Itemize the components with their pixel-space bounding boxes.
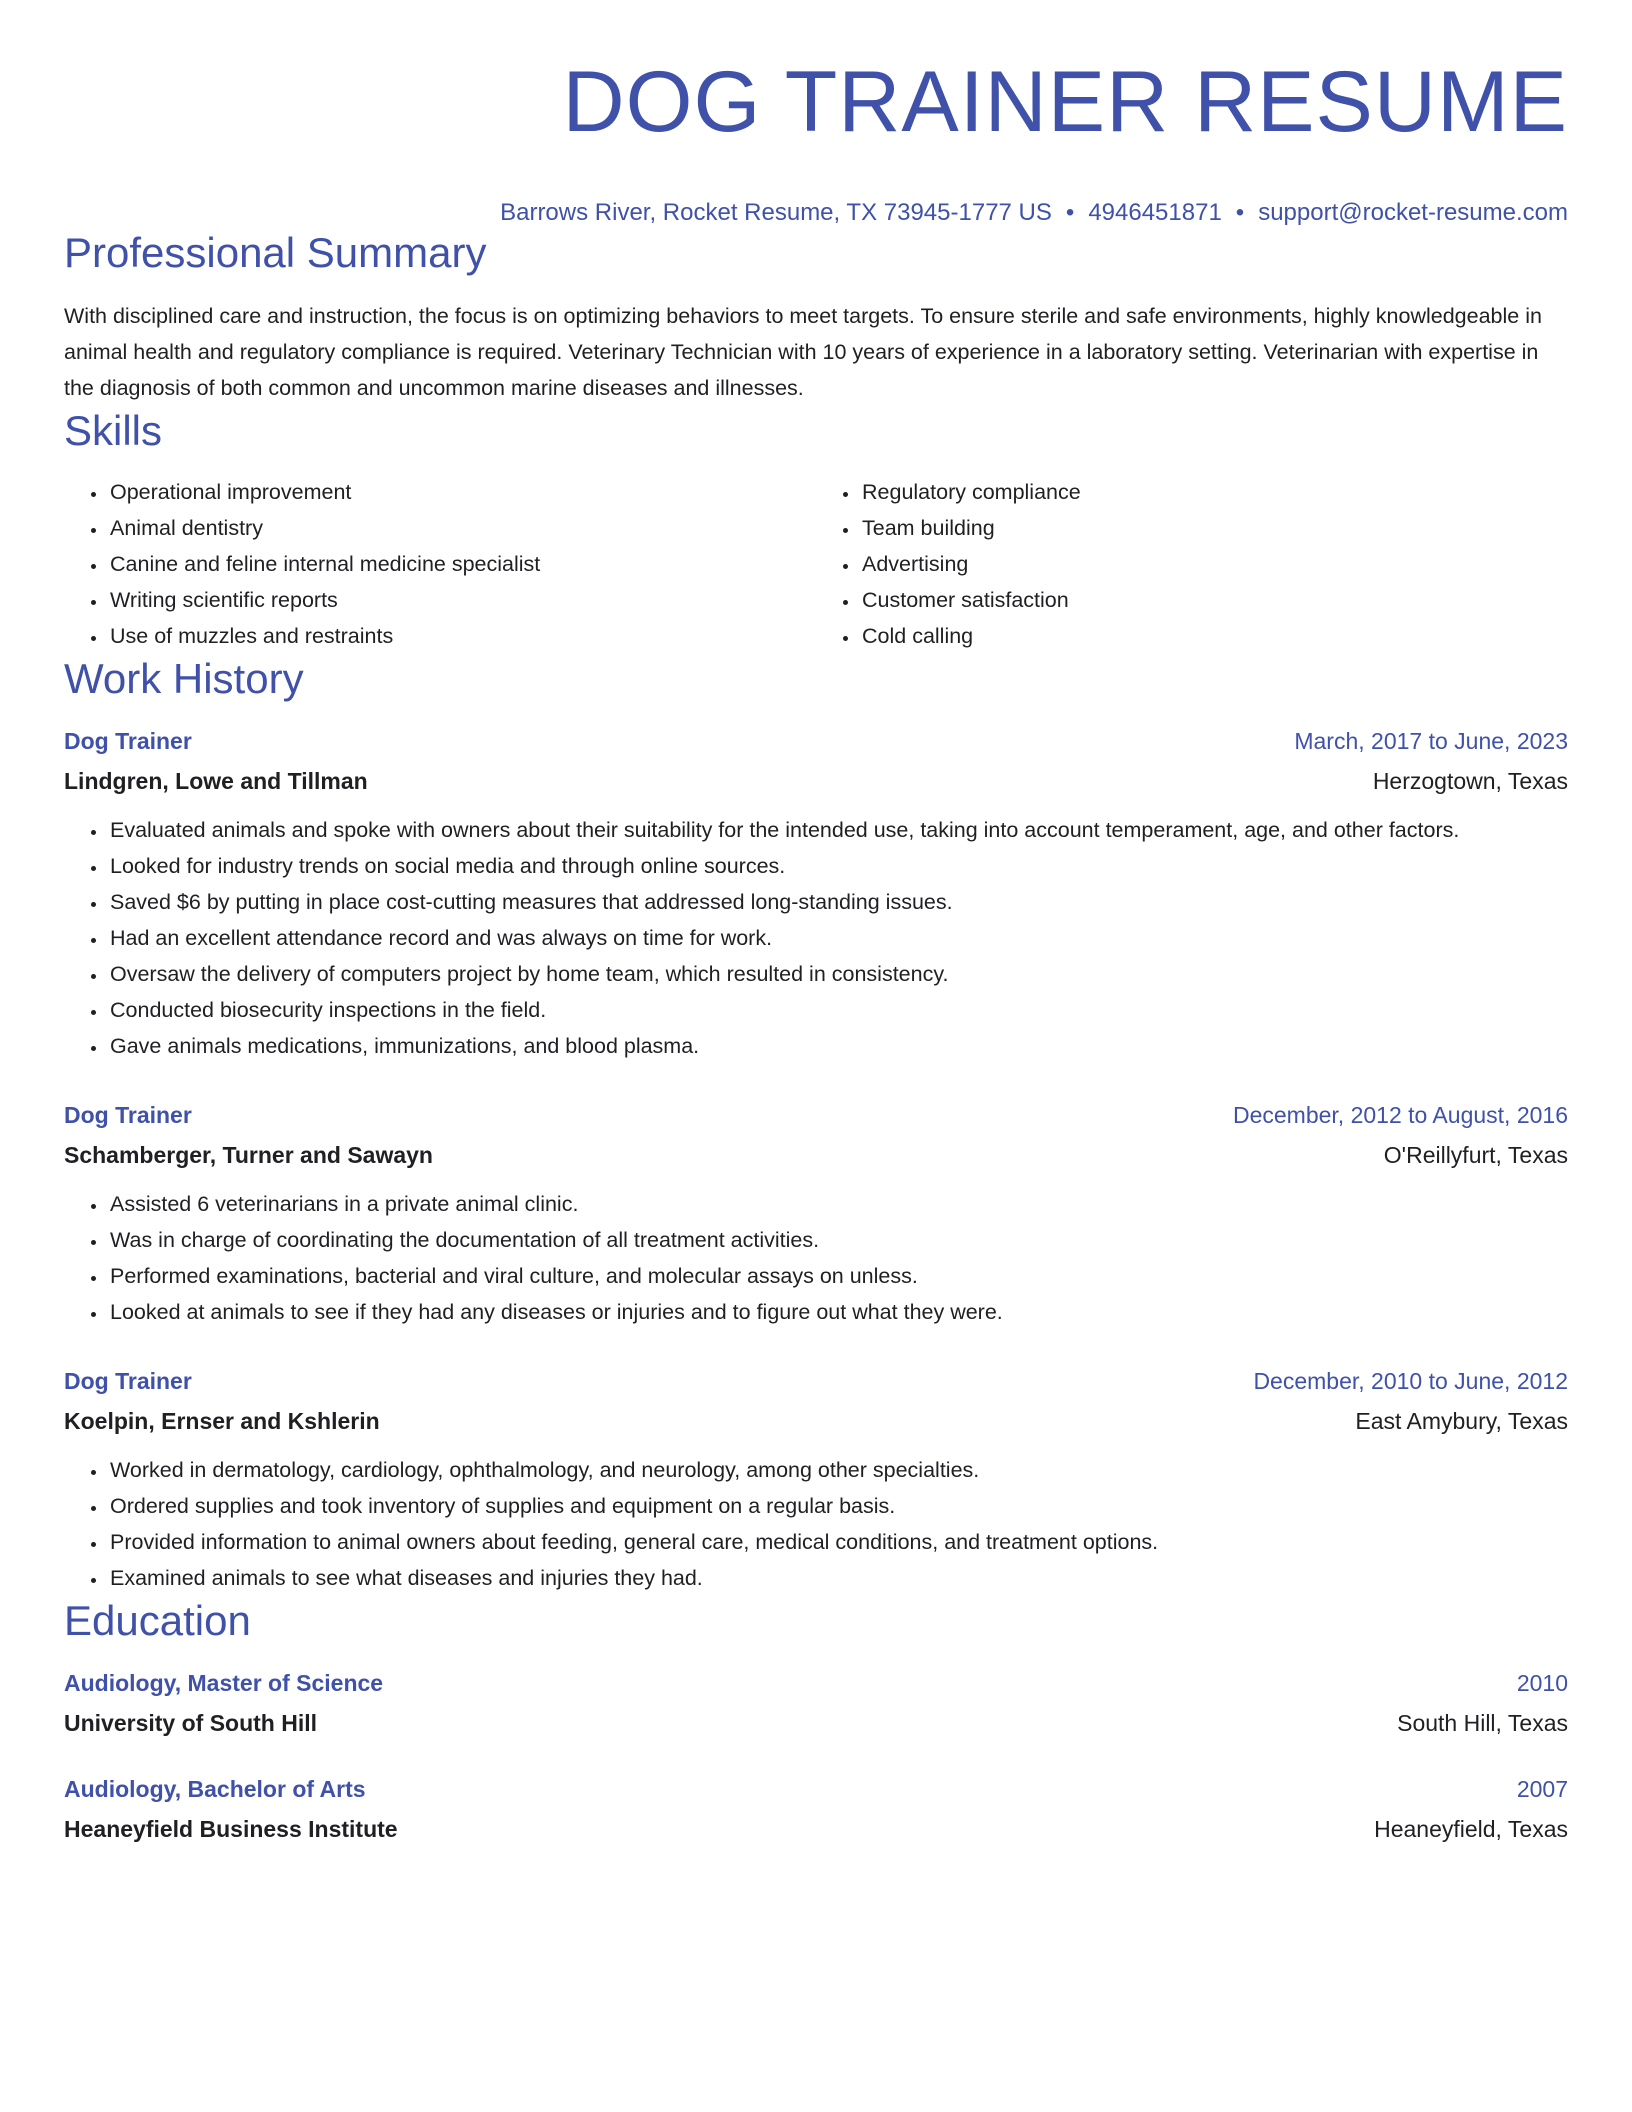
- skills-column-right: [816, 474, 1568, 654]
- job-bullets: [64, 1452, 1568, 1596]
- job-header-row: [64, 1366, 1568, 1396]
- summary-text: With disciplined care and instruction, the focus is on optimizing behaviors to meet targets. To ensure sterile and safe environments, highly knowledgeable in animal health and regulatory compliance is required. Veterinary Technician with 10 years of experience in a laboratory setting. Veterinarian with expertise in the diagnosis of both common and uncommon marine diseases and illnesses.: [64, 304, 1542, 400]
- job-bullet: • Performed examinations, bacterial and viral culture, and molecular assays on unless.: [108, 1258, 1568, 1294]
- job-entry: [64, 1100, 1568, 1330]
- skill-item: • Team building: [860, 510, 1568, 546]
- skill-item: • Writing scientific reports: [108, 582, 816, 618]
- education-location: South Hill, Texas: [1397, 1710, 1568, 1736]
- job-dates: March, 2017 to June, 2023: [1294, 728, 1568, 754]
- skills-column-left: [64, 474, 816, 654]
- job-dates: December, 2012 to August, 2016: [1232, 1102, 1568, 1128]
- job-header-row: [64, 1100, 1568, 1130]
- section-title-education: Education: [64, 1597, 251, 1644]
- job-company-row: [64, 766, 1568, 796]
- skill-item: • Cold calling: [860, 618, 1568, 654]
- job-company: Schamberger, Turner and Sawayn: [64, 1142, 433, 1168]
- skill-item: • Operational improvement: [108, 474, 816, 510]
- job-location: Herzogtown, Texas: [1372, 768, 1568, 794]
- job-bullet: • Ordered supplies and took inventory of supplies and equipment on a regular basis.: [108, 1488, 1568, 1524]
- education-entry: [64, 1774, 1568, 1844]
- skill-item: • Canine and feline internal medicine specialist: [108, 546, 816, 582]
- education-school-row: [64, 1814, 1568, 1844]
- skill-item: • Use of muzzles and restraints: [108, 618, 816, 654]
- job-location: O'Reillyfurt, Texas: [1383, 1142, 1568, 1168]
- resume-name: DOG TRAINER RESUME: [562, 54, 1568, 150]
- education-school-row: [64, 1708, 1568, 1738]
- job-bullet: • Gave animals medications, immunizations, and blood plasma.: [108, 1028, 1568, 1064]
- job-company-row: [64, 1140, 1568, 1170]
- education-year: 2010: [1516, 1670, 1568, 1696]
- job-location: East Amybury, Texas: [1355, 1408, 1568, 1434]
- education-year: 2007: [1516, 1776, 1568, 1802]
- job-bullet: • Saved $6 by putting in place cost-cutting measures that addressed long-standing issues.: [108, 884, 1568, 920]
- job-company: Koelpin, Ernser and Kshlerin: [64, 1408, 380, 1434]
- job-bullet: • Had an excellent attendance record and was always on time for work.: [108, 920, 1568, 956]
- job-title: Dog Trainer: [64, 1102, 192, 1128]
- job-dates: December, 2010 to June, 2012: [1253, 1368, 1568, 1394]
- job-bullet: • Assisted 6 veterinarians in a private animal clinic.: [108, 1186, 1568, 1222]
- section-title-summary: Professional Summary: [64, 229, 487, 276]
- job-bullets: [64, 1186, 1568, 1330]
- skills-section: [64, 406, 1568, 654]
- job-entry: [64, 726, 1568, 1064]
- skill-item: • Animal dentistry: [108, 510, 816, 546]
- job-header-row: [64, 726, 1568, 756]
- job-bullet: • Looked at animals to see if they had any diseases or injuries and to figure out what they were.: [108, 1294, 1568, 1330]
- resume-header: [64, 50, 1568, 228]
- education-entry: [64, 1668, 1568, 1738]
- contact-separator: •: [1065, 199, 1075, 226]
- skill-item: • Advertising: [860, 546, 1568, 582]
- section-title-skills: Skills: [64, 407, 163, 454]
- job-title: Dog Trainer: [64, 1368, 192, 1394]
- contact-separator: •: [1235, 199, 1245, 226]
- skill-item: • Regulatory compliance: [860, 474, 1568, 510]
- education-location: Heaneyfield, Texas: [1374, 1816, 1568, 1842]
- education-school: University of South Hill: [64, 1710, 318, 1736]
- education-degree: Audiology, Master of Science: [64, 1670, 384, 1696]
- education-section: [64, 1596, 1568, 1844]
- job-bullet: • Looked for industry trends on social media and through online sources.: [108, 848, 1568, 884]
- contact-email[interactable]: support@rocket-resume.com: [1258, 199, 1568, 226]
- skill-item: • Customer satisfaction: [860, 582, 1568, 618]
- education-header-row: [64, 1774, 1568, 1804]
- professional-summary-section: [64, 228, 1568, 406]
- job-bullet: • Examined animals to see what diseases and injuries they had.: [108, 1560, 1568, 1596]
- job-bullet: • Conducted biosecurity inspections in the field.: [108, 992, 1568, 1028]
- job-company-row: [64, 1406, 1568, 1436]
- job-bullet: • Evaluated animals and spoke with owners about their suitability for the intended use, taking into account temperament, age, and other factors.: [108, 812, 1568, 848]
- work-history-section: [64, 654, 1568, 1596]
- job-company: Lindgren, Lowe and Tillman: [64, 768, 368, 794]
- job-entry: [64, 1366, 1568, 1596]
- job-bullet: • Worked in dermatology, cardiology, ophthalmology, and neurology, among other specialties.: [108, 1452, 1568, 1488]
- education-school: Heaneyfield Business Institute: [64, 1816, 398, 1842]
- job-bullet: • Provided information to animal owners about feeding, general care, medical conditions, and treatment options.: [108, 1524, 1568, 1560]
- job-bullet: • Oversaw the delivery of computers project by home team, which resulted in consistency.: [108, 956, 1568, 992]
- section-title-work-history: Work History: [64, 655, 304, 702]
- skills-grid: [64, 474, 1568, 654]
- education-header-row: [64, 1668, 1568, 1698]
- job-bullets: [64, 812, 1568, 1064]
- contact-phone[interactable]: 4946451871: [1088, 199, 1222, 226]
- job-bullet: • Was in charge of coordinating the documentation of all treatment activities.: [108, 1222, 1568, 1258]
- job-title: Dog Trainer: [64, 728, 192, 754]
- contact-address: Barrows River, Rocket Resume, TX 73945-1777 US: [500, 199, 1052, 226]
- education-degree: Audiology, Bachelor of Arts: [64, 1776, 366, 1802]
- contact-line: [64, 198, 1568, 228]
